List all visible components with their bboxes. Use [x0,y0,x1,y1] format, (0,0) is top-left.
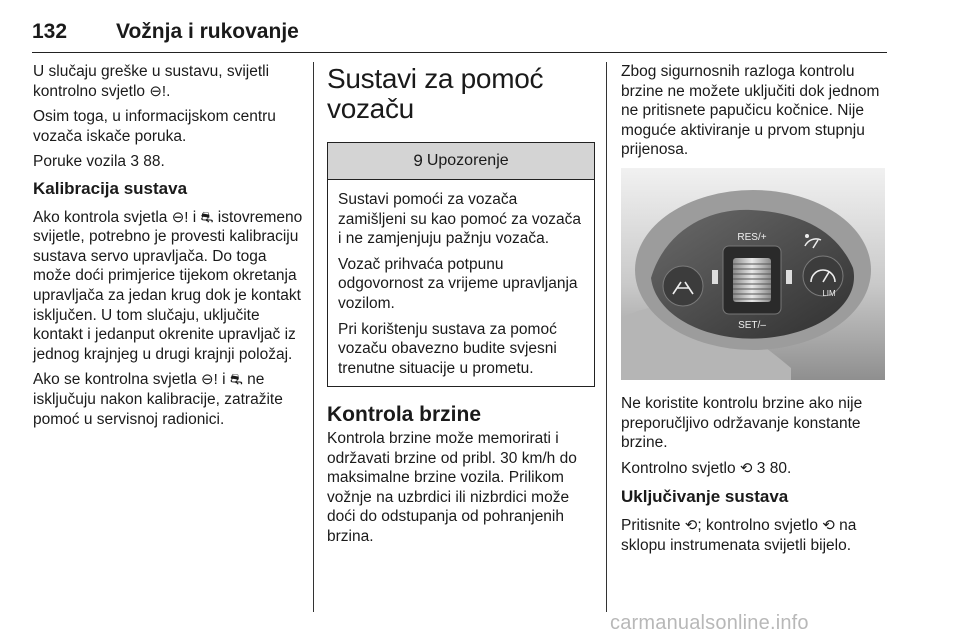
esc-symbol: ⛐ [200,208,214,226]
steering-fault-symbol: ⊖! [171,208,189,226]
page-number: 132 [32,20,68,43]
section-heading: Kontrola brzine [327,403,482,427]
cruise-control-symbol: ⟲ [684,516,698,534]
page-header [32,14,887,53]
section-heading: Kalibracija sustava [33,178,188,198]
paragraph: Osim toga, u informacijskom centru vozača iskače poruka. [33,108,276,145]
watermark: carmanualsonline.info [610,612,809,634]
paragraph: Vozač prihvaća potpunu odgovornost za vrijeme upravljanja vozilom. [338,255,578,312]
column-divider [606,62,607,612]
paragraph: U slučaju greške u sustavu, svijetli kontrolno svjetlo ⊖!. [33,63,270,100]
cruise-control-symbol: ⟲ [739,459,753,477]
column-3 [621,62,891,561]
steering-wheel-controls-figure [621,168,885,380]
page-reference: 3 80. [752,459,792,477]
res-plus-label: RES/+ [737,231,767,243]
section-heading: Uključivanje sustava [621,487,789,507]
column-1 [33,62,305,435]
paragraph: Zbog sigurnosnih razloga kontrolu brzine ne možete uključiti dok jednom ne pritisnete papučicu kočnice. Nije moguće aktiviranje u prvom stupnju prijenosa. [621,63,880,159]
paragraph: Poruke vozila 3 88. [33,153,165,171]
set-minus-label: SET/– [738,319,766,331]
column-divider [313,62,314,612]
paragraph: Kontrola brzine može memorirati i održavati brzine od pribl. 30 km/h do maksimalne brzine vozila. Prilikom vožnje na uzbrdici ili nizbrdici može doći do odstupanja od pohranjenih brzina. [327,429,577,545]
warning-box [327,142,595,387]
paragraph: Pritisnite ⟲; kontrolno svjetlo ⟲ na sklopu instrumenata svijetli bijelo. [621,516,857,554]
warning-triangle-icon: 9 [413,151,423,171]
paragraph: Sustavi pomoći za vozača zamišljeni su kao pomoć za vozača i ne zamjenjuju pažnju vozača. [338,191,581,248]
cruise-control-illustration [621,168,885,380]
warning-header [328,143,594,180]
paragraph: Ako kontrola svjetla ⊖! i ⛐ istovremeno svijetle, potrebno je provesti kalibraciju sustava servo upravljača. Do toga može doći primjerice tijekom okretanja upravljača za jedan krug dok je kontakt isključen. U tom slučaju, uključite kontakt i jedanput okrenite upravljač iz jednog krajnjeg u drugi krajnji položaj. [33,208,303,363]
cruise-control-symbol: ⟲ [822,516,835,534]
lim-label: LIM [822,288,836,298]
paragraph: Kontrolno svjetlo ⟲ 3 80. [621,459,792,477]
paragraph: Ne koristite kontrolu brzine ako nije preporučljivo održavanje konstante brzine. [621,394,863,452]
warning-title: Upozorenje [426,152,509,170]
esc-symbol: ⛐ [229,371,243,389]
warning-body [328,180,594,386]
steering-fault-symbol: ⊖! [149,82,167,100]
steering-fault-symbol: ⊖! [201,371,218,389]
column-2 [327,62,595,553]
chapter-title: Vožnja i rukovanje [116,20,299,43]
paragraph: Pri korištenju sustava za pomoć vozaču obavezno budite svjesni trenutne situacije u prometu. [338,320,557,377]
page-reference: 3 88. [130,153,165,171]
paragraph: Ako se kontrolna svjetla ⊖! i ⛐ ne isključuju nakon kalibracije, zatražite pomoć u servisnoj radionici. [33,371,283,428]
section-title: Sustavi za pomoć vozaču [327,63,544,124]
